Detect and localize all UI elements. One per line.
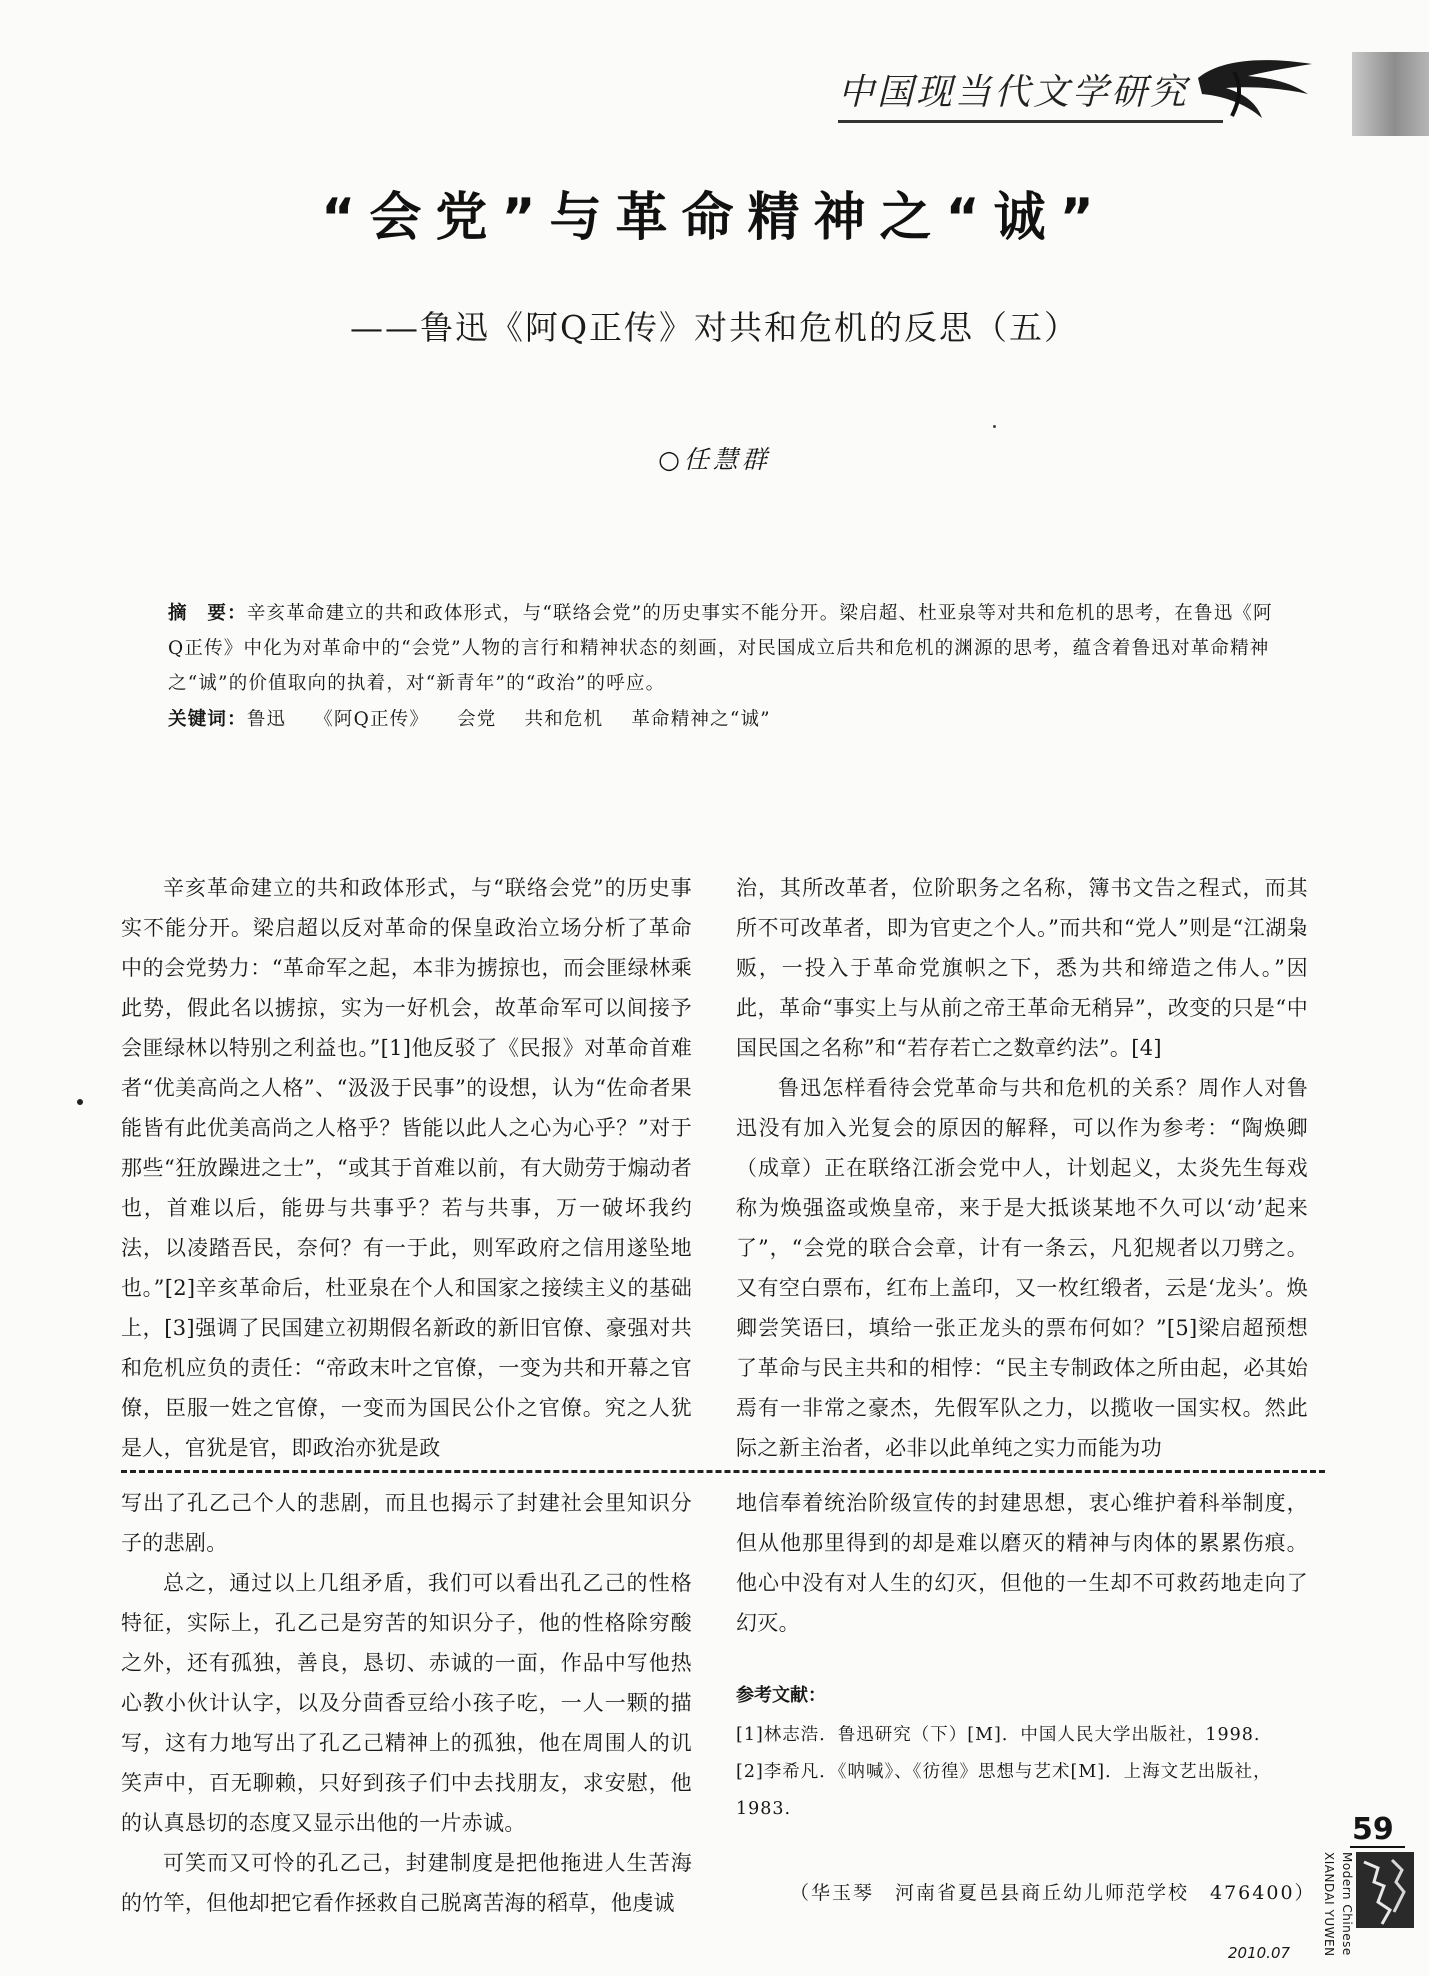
reference-item: [2]李希凡．《呐喊》、《彷徨》思想与艺术[M]．上海文艺出版社，1983. — [736, 1762, 1272, 1819]
corner-tone-block — [1352, 52, 1429, 136]
article-author: ○任慧群 — [658, 445, 771, 474]
reference-item: [1]林志浩．鲁迅研究（下）[M]．中国人民大学出版社，1998. — [736, 1725, 1261, 1745]
header-rule — [838, 120, 1223, 123]
journal-side-text: Modern Chinese — [1340, 1852, 1354, 1956]
references-list — [736, 1717, 1308, 1828]
keyword: 《阿Q正传》 — [314, 709, 430, 730]
body-column-top-right — [736, 868, 1308, 1468]
abstract — [168, 596, 1273, 701]
body-column-top-left — [121, 868, 692, 1468]
print-speck — [993, 425, 996, 428]
references-title: 参考文献： — [736, 1685, 826, 1706]
body-paragraph: 辛亥革命建立的共和政体形式，与“联络会党”的历史事实不能分开。梁启超以反对革命的保皇政治立场分析了革命中的会党势力：“革命军之起，本非为掳掠也，而会匪绿林乘此势，假此名以掳掠，实为一好机会，故革命军可以间接予会匪绿林以特别之利益也。”[1]他反驳了《民报》对革命首难者“优美高尚之人格”、“汲汲于民事”的设想，认为“佐命者果能皆有此优美高尚之人格乎？皆能以此人之心为心乎？”对于那些“狂放躁进之士”，“或其于首难以前，有大勋劳于煽动者也，首难以后，能毋与共事乎？若与共事，万一破坏我约法，以凌踏吾民，奈何？有一于此，则军政府之信用遂坠地也。”[2]辛亥革命后，杜亚泉在个人和国家之接续主义的基础上，[3]强调了民国建立初期假名新政的新旧官僚、豪强对共和危机应负的责任：“帝政末叶之官僚，一变为共和开幕之官僚，臣服一姓之官僚，一变而为国民公仆之官僚。究之人犹是人，官犹是官，即政治亦犹是政 — [121, 876, 692, 1460]
keywords — [168, 702, 1273, 737]
body-column-bottom-left — [121, 1483, 692, 1923]
abstract-text: 辛亥革命建立的共和政体形式，与“联络会党”的历史事实不能分开。梁启超、杜亚泉等对共和危机的思考，在鲁迅《阿Q正传》中化为对革命中的“会党”人物的言行和精神状态的刻画，对民国成立后共和危机的渊源的思考，蕴含着鲁迅对革命精神之“诚”的价值取向的执着，对“新青年”的“政治”的呼应。 — [168, 603, 1273, 694]
body-paragraph: 治，其所改革者，位阶职务之名称，簿书文告之程式，而其所不可改革者，即为官吏之个人。”而共和“党人”则是“江湖枭贩，一投入于革命党旗帜之下，悉为共和缔造之伟人。”因此，革命“事实上与从前之帝王革命无稍异”，改变的只是“中国民国之名称”和“若存若亡之数章约法”。[4] — [736, 876, 1308, 1060]
article-title: “会党”与革命精神之“诚” — [321, 188, 1108, 248]
print-speck — [77, 1099, 83, 1105]
journal-side-text: XIANDAI YUWEN — [1322, 1852, 1336, 1957]
keyword: 会党 — [457, 709, 497, 730]
keyword: 鲁迅 — [246, 709, 287, 730]
keywords-label: 关键词： — [168, 709, 247, 730]
ink-brush-logo — [1190, 42, 1318, 122]
body-column-bottom-right — [736, 1483, 1308, 1643]
body-paragraph: 可笑而又可怜的孔乙己，封建制度是把他拖进人生苦海的竹竿，但他却把它看作拯救自己脱离苦海的稻草，他虔诚 — [121, 1851, 692, 1915]
author-affiliation: （华玉琴 河南省夏邑县商丘幼儿师范学校 476400） — [790, 1882, 1316, 1904]
page-number: 59 — [1352, 1812, 1394, 1847]
issue-date: 2010.07 — [1228, 1944, 1291, 1962]
page-number-rule — [1350, 1846, 1405, 1848]
journal-title: 中国现当代文学研究 — [838, 72, 1190, 113]
body-paragraph: 鲁迅怎样看待会党革命与共和危机的关系？周作人对鲁迅没有加入光复会的原因的解释，可以作为参考：“陶焕卿（成章）正在联络江浙会党中人，计划起义，太炎先生每戏称为焕强盗或焕皇帝，来于是大抵谈某地不久可以‘动’起来了”，“会党的联合会章，计有一条云，凡犯规者以刀劈之。又有空白票布，红布上盖印，又一枚红缎者，云是‘龙头’。焕卿尝笑语曰，填给一张正龙头的票布何如？”[5]梁启超预想了革命与民主共和的相悖：“民主专制政体之所由起，必其始焉有一非常之豪杰，先假军队之力，以揽收一国实权。然此际之新主治者，必非以此单纯之实力而能为功 — [736, 1076, 1308, 1460]
abstract-label: 摘 要： — [168, 603, 247, 624]
article-subtitle: ——鲁迅《阿Q正传》对共和危机的反思（五） — [349, 308, 1080, 347]
body-paragraph: 地信奉着统治阶级宣传的封建思想，衷心维护着科举制度，但从他那里得到的却是难以磨灭的精神与肉体的累累伤痕。他心中没有对人生的幻灭，但他的一生却不可救药地走向了幻灭。 — [736, 1491, 1308, 1635]
keyword: 共和危机 — [524, 709, 604, 730]
body-paragraph: 写出了孔乙己个人的悲剧，而且也揭示了封建社会里知识分子的悲剧。 — [121, 1491, 692, 1555]
keyword: 革命精神之“诚” — [631, 709, 771, 730]
body-paragraph: 总之，通过以上几组矛盾，我们可以看出孔乙己的性格特征，实际上，孔乙己是穷苦的知识分子，他的性格除穷酸之外，还有孤独，善良，恳切、赤诚的一面，作品中写他热心教小伙计认字，以及分茴香豆给小孩子吃，一人一颗的描写，这有力地写出了孔乙己精神上的孤独，他在周围人的讥笑声中，百无聊赖，只好到孩子们中去找朋友，求安慰，他的认真恳切的态度又显示出他的一片赤诚。 — [121, 1571, 692, 1835]
article-separator-rule — [121, 1470, 1325, 1473]
